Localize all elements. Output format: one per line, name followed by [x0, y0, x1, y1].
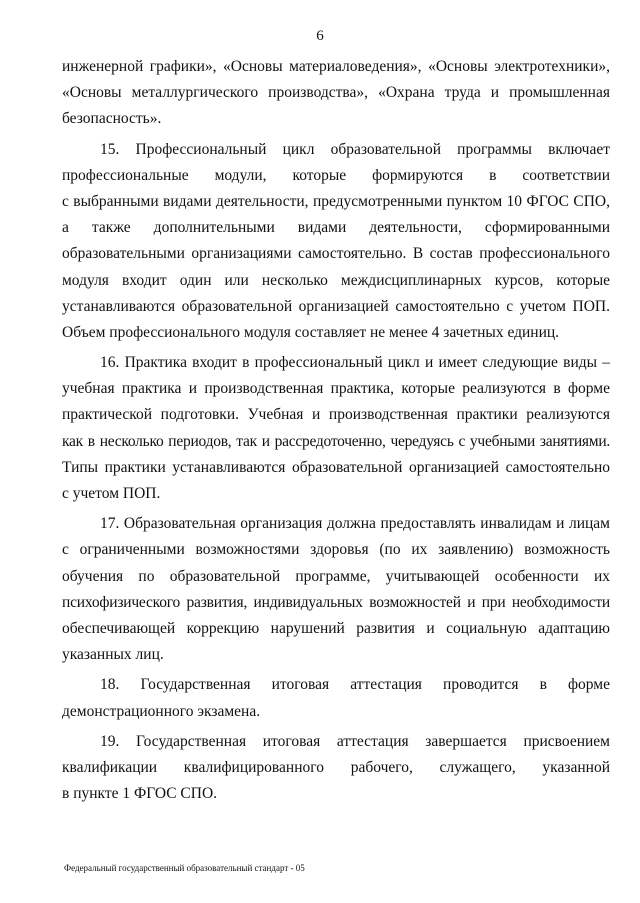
text-line: безопасность».	[62, 110, 162, 128]
text-line: обеспечивающей коррекцию нарушений развития и социальную адаптацию	[62, 619, 610, 637]
text-line: «Основы металлургического производства», «Охрана труда и промышленная	[62, 84, 610, 102]
paragraph-19	[62, 729, 610, 808]
text-line: психофизического развития, индивидуальных возможностей и при необходимости	[62, 593, 610, 611]
text-line: инженерной графики», «Основы материаловедения», «Основы электротехники»,	[62, 58, 610, 75]
text-line: а также дополнительными видами деятельности, сформированными	[62, 219, 610, 237]
paragraph-17	[62, 511, 610, 668]
text-line: обучения по образовательной программе, учитывающей особенности их	[62, 567, 610, 585]
text-line: устанавливаются образовательной организацией самостоятельно с учетом ПОП.	[62, 297, 610, 315]
text-line: в пункте 1 ФГОС СПО.	[62, 785, 218, 803]
text-line: 15. Профессиональный цикл образовательной программы включает	[100, 140, 610, 158]
text-line: с выбранными видами деятельности, предусмотренными пунктом 10 ФГОС СПО,	[62, 192, 610, 210]
text-line: 16. Практика входит в профессиональный цикл и имеет следующие виды –	[100, 354, 610, 372]
paragraph-16	[62, 350, 610, 507]
text-line: с ограниченными возможностями здоровья (по их заявлению) возможность	[62, 541, 610, 559]
text-line: учебная практика и производственная практика, которые реализуются в форме	[62, 380, 610, 398]
page-footer: Федеральный государственный образовательный стандарт - 05	[64, 863, 305, 873]
text-line: Типы практики устанавливаются образовательной организацией самостоятельно	[62, 458, 610, 476]
text-line: Объем профессионального модуля составляет не менее 4 зачетных единиц.	[62, 323, 560, 341]
text-line: 19. Государственная итоговая аттестация завершается присвоением	[100, 732, 610, 750]
text-line: квалификации квалифицированного рабочего, служащего, указанной	[62, 758, 610, 776]
text-line: практической подготовки. Учебная и производственная практики реализуются	[62, 406, 610, 424]
text-line: с учетом ПОП.	[62, 485, 161, 502]
text-line: модуля входит один или несколько междисциплинарных курсов, которые	[62, 271, 610, 289]
page-number: 6	[316, 28, 324, 44]
text-line: как в несколько периодов, так и рассредоточенно, чередуясь с учебными занятиями.	[62, 432, 610, 450]
text-line: 18. Государственная итоговая аттестация проводится в форме	[100, 676, 610, 694]
text-line: демонстрационного экзамена.	[62, 702, 261, 720]
paragraph-continuation	[62, 54, 610, 133]
text-line: 17. Образовательная организация должна предоставлять инвалидам и лицам	[100, 515, 610, 533]
text-line: образовательными организациями самостоятельно. В состав профессионального	[62, 245, 610, 263]
paragraph-18	[62, 672, 610, 724]
text-line: профессиональные модули, которые формируются в соответствии	[62, 166, 610, 184]
text-line: указанных лиц.	[62, 646, 164, 664]
paragraph-15	[62, 137, 610, 347]
document-body	[62, 54, 610, 807]
